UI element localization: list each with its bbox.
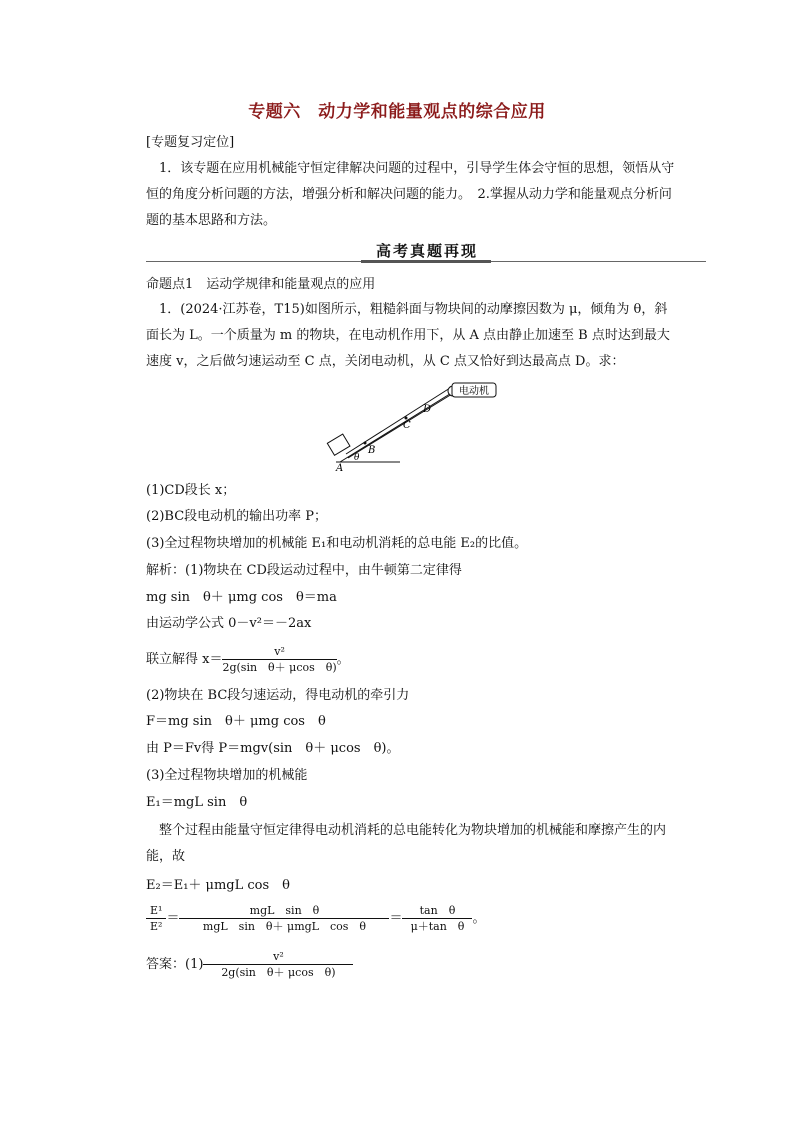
review-text: 1．该专题在应用机械能守恒定律解决问题的过程中，引导学生体会守恒的思想，领悟从守恒的角度分析问题的方法，增强分析和解决问题的能力。 2.掌握从动力学和能量观点分析问题的基本思路和方法。 [146, 161, 675, 228]
fraction-denominator: mgL sin θ＋ μmgL cos θ [202, 920, 367, 933]
solution-2-intro: (2)物块在 BC段匀速运动，得电动机的牵引力 [146, 688, 410, 703]
solution-2-eq1: F＝mg sin θ＋ μmg cos θ [146, 714, 326, 729]
solution-3-eq1: E₁＝mgL sin θ [146, 795, 248, 810]
solution-3-paragraph: 整个过程由能量守恒定律得电动机消耗的总电能转化为物块增加的机械能和摩擦产生的内能，故 [146, 823, 667, 864]
page-title: 专题六 动力学和能量观点的综合应用 [248, 102, 546, 122]
section-banner-text: 高考真题再现 [375, 242, 478, 260]
fraction-numerator: tan θ [402, 904, 472, 919]
solution-1-fraction [222, 645, 336, 674]
answer-line [146, 950, 353, 979]
problem-text: 1．(2024·江苏卷，T15)如图所示，粗糙斜面与物块间的动摩擦因数为 μ，倾角为 θ，斜面长为 L。一个质量为 m 的物块，在电动机作用下，从 A 点由静止加速至 B 点时达到最大速度 v，之后做匀速运动至 C 点，关闭电动机，从 C 点又恰好到达最高点 D。求： [146, 302, 670, 369]
solution-1-eq3-prefix: 联立解得 x＝ [146, 652, 223, 667]
point-c-label: C [403, 420, 411, 431]
question-3: (3)全过程物块增加的机械能 E₁和电动机消耗的总电能 E₂的比值。 [146, 536, 528, 551]
angle-label: θ [354, 453, 360, 463]
incline-edge [340, 392, 453, 462]
solution-1-eq2: 由运动学公式 0－v²＝－2ax [146, 616, 312, 631]
banner-rule-accent [361, 260, 491, 263]
fraction-numerator: mgL sin θ [179, 904, 389, 919]
solution-3-eq2: E₂＝E₁＋ μmgL cos θ [146, 878, 291, 893]
point-b-label: B [368, 445, 376, 456]
solution-3-ratio [146, 904, 486, 933]
fraction-denominator: 2g(sin θ＋ μcos θ) [222, 661, 337, 674]
equals-sign: ＝ [166, 911, 180, 926]
equals-sign: ＝ [389, 911, 403, 926]
topic-heading: 命题点1 运动学规律和能量观点的应用 [146, 277, 376, 292]
point-d-label: D [423, 404, 432, 415]
point-b-dot [364, 442, 367, 445]
fraction-denominator: μ＋tan θ [410, 920, 465, 933]
ratio-fraction-2 [179, 904, 389, 933]
rope-lower [348, 394, 452, 458]
fraction-numerator: v² [222, 645, 336, 660]
answer-label: 答案：(1) [146, 957, 204, 972]
fraction-denominator: 2g(sin θ＋ μcos θ) [221, 966, 336, 979]
block [327, 434, 350, 455]
fraction-numerator: v² [203, 950, 353, 965]
solution-1-eq1: mg sin θ＋ μmg cos θ＝ma [146, 590, 337, 605]
end-mark: 。 [336, 652, 350, 667]
point-a-label: A [336, 463, 344, 472]
review-label: [专题复习定位] [146, 135, 235, 150]
incline-diagram [318, 380, 518, 472]
question-1: (1)CD段长 x； [146, 483, 236, 498]
fraction-denominator: E² [150, 920, 163, 933]
solution-1-intro: 解析：(1)物块在 CD段运动过程中，由牛顿第二定律得 [146, 563, 462, 578]
rope-upper [346, 388, 450, 454]
section-banner [146, 240, 708, 264]
fraction-numerator: E¹ [146, 904, 166, 919]
ratio-fraction-1 [146, 904, 166, 933]
solution-3-intro: (3)全过程物块增加的机械能 [146, 768, 308, 783]
question-2: (2)BC段电动机的输出功率 P； [146, 509, 328, 524]
end-mark: 。 [472, 911, 486, 926]
solution-1-eq3 [146, 645, 350, 674]
ratio-fraction-3 [402, 904, 472, 933]
answer-fraction [203, 950, 353, 979]
solution-2-eq2: 由 P＝Fv得 P＝mgv(sin θ＋ μcos θ)。 [146, 741, 400, 756]
motor-label: 电动机 [459, 386, 489, 397]
